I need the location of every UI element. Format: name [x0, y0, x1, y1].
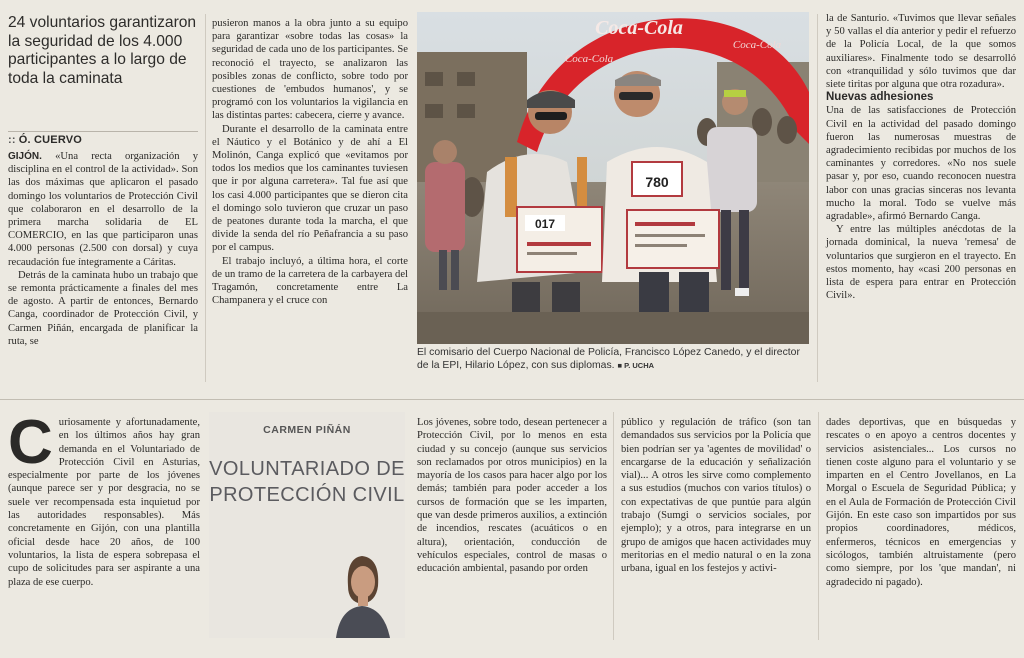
byline-author: Ó. CUERVO — [18, 134, 83, 146]
svg-text:Coca-Cola: Coca-Cola — [732, 39, 782, 51]
bib-number-left: 017 — [534, 217, 556, 231]
photo-illustration — [417, 12, 809, 344]
column-divider — [613, 412, 614, 640]
opinion-column-2: Los jóvenes, sobre todo, desean pertenecer a Protección Civil, por lo menos en esta ciudad y su concejo (aunque sus servicios son reclamados por otros municipios) en la mayoría de los casos para hacer algo por los demás; también para poder acceder a los cursos de formación que se les imparten, que van desde primeros auxilios, a extinción de incendios, rescates (acuáticos o en altura), orientación, conducción de vehículos especiales, control de masas o educación ambiental, pasando por orden — [417, 417, 607, 575]
opinion-title: VOLUNTARIADO DE PROTECCIÓN CIVIL — [209, 458, 405, 506]
byline — [8, 131, 198, 146]
column-divider — [817, 14, 818, 382]
drop-cap: C — [8, 408, 53, 477]
photo-credit: ■ P. UCHA — [617, 361, 655, 370]
article-photo — [417, 12, 809, 344]
article-paragraph: Una de las satisfacciones de Protección Civil en la actividad del pasado domingo fueron las numerosas muestras de agradecimiento recibidas por muchos de los caminantes y corredores. «No nos suele pasar y, por eso, cuando reconocen nuestra labor con unas gracias sinceras nos levanta mucho la moral. Todo se vuelve más agradable», afirmó Bernardo Canga. — [826, 105, 1016, 223]
article-paragraph: pusieron manos a la obra junto a su equipo para garantizar «sobre todas las cosas» la seguridad de cada uno de los participantes. Se reconoció el trayecto, se analizaron las posibles zonas de conflicto, sobre todo por cuestiones de 'embudos humanos', y se programó con los voluntarios la vigilancia en las distintas partes: cabecera, cierre y avance. — [212, 18, 408, 122]
dateline-city: GIJÓN. — [8, 151, 42, 162]
article-paragraph: la de Santurio. «Tuvimos que llevar señales y 50 vallas el día anterior y pedir el refuerzo de la Policía Local, de la que somos auxiliares». Finalmente todo se desarrolló con «tranquilidad y sólo tuvimos que dar siete tiritas por alguna que otra rozadura». — [826, 13, 1016, 91]
opinion-header-box — [209, 412, 405, 638]
section-separator — [0, 399, 1024, 400]
photo-caption: El comisario del Cuerpo Nacional de Policía, Francisco López Canedo, y el director de la EPI, Hilario López, con sus diplomas. ■ P. UCHA — [417, 347, 800, 371]
author-portrait — [322, 546, 402, 638]
opinion-author: CARMEN PIÑÁN — [263, 424, 351, 436]
svg-text:Coca-Cola: Coca-Cola — [564, 53, 614, 65]
bib-number-right: 780 — [645, 174, 669, 190]
article-column-1 — [8, 150, 198, 348]
article-paragraph: GIJÓN. «Una recta organización y disciplina en el control de la actividad». Son las dos máximas que aplicaron el pasado domingo los voluntarios de Protección Civil que colaboraron en el desarrollo de la primera marcha solidaria de EL COMERCIO, en las que participaron unas 4.000 personas (2.500 con dorsal) y cuya recaudación fue íntegramente a Cáritas. — [8, 151, 198, 268]
article-subheading: Nuevas adhesiones — [826, 91, 934, 104]
article-paragraph: Durante el desarrollo de la caminata entre el Náutico y el Botánico y de ahí a El Molinón, Canga explicó que «evitamos por todos los medios que los caminantes tuviesen que ir por alguna carretera». Tal fue así que los casi 4.000 participantes que se dieron cita el domingo solo tuvieron que cruzar un paso de peatones durante toda la marcha, el que divide la senda del río Peñafrancia a su paso por el campus. — [212, 123, 408, 254]
article-column-3 — [826, 12, 1016, 302]
article-column-2 — [212, 17, 408, 307]
article-paragraph: Y entre las múltiples anécdotas de la jornada dominical, la nueva 'remesa' de voluntarios que surgieron en el trayecto. En estos momento, hay «casi 200 personas en lista de espera para entrar en Protección Civil». — [826, 224, 1016, 302]
article-paragraph: El trabajo incluyó, a última hora, el corte de un tramo de la carretera de la carbayera del Tragamón, concretamente entre La Champanera y el cruce con — [212, 255, 408, 307]
opinion-column-3: público y regulación de tráfico (son tan demandados sus servicios por la Policía que bien podrían ser ya 'agentes de movilidad' o encargarse de la educación y señalización vial)... A otros les sirve como complemento a sus estudios (muchos con varios títulos) o con expectativas de que puntúe para algún trabajo (Sumgi o servicios sociales, por ejemplo); y a otros, para integrarse en un grupo de amigos que hacen actividades muy meritorias en el medio natural o en la zona urbana, igual en los festejos y activi- — [621, 417, 811, 575]
column-divider — [205, 14, 206, 382]
article-paragraph: Detrás de la caminata hubo un trabajo que se remonta prácticamente a finales del mes de agosto. A partir de entonces, Bernardo Canga, coordinador de Protección Civil, y Carmen Piñán, encargada de planificar la ruta, se — [8, 269, 198, 347]
column-divider — [818, 412, 819, 640]
article-headline: 24 voluntarios garantizaron la seguridad de los 4.000 participantes a lo largo de toda la caminata — [8, 14, 197, 87]
byline-marker: :: — [8, 134, 16, 146]
arch-brand-text: Coca-Cola — [595, 17, 683, 39]
opinion-column-1: Curiosamente y afortunadamente, en los últimos años hay gran demanda en el Voluntariado de Protección Civil en Asturias, especialmente por parte de los jóvenes (aunque parece ser y por desgracia, no se suele ver recompensada esta inquietud por las autoridades responsables). Más concretamente en Gijón, con una plantilla oficial desde hace 20 años, de 100 voluntarios, la lista de espera sobrepasa el cupo de solicitudes para ser aspirante a una plaza de ese cuerpo. — [8, 408, 200, 588]
opinion-column-4: dades deportivas, que en búsquedas y rescates o en apoyo a centros docentes y servicios asistenciales... Los cursos no tienen coste alguno para el voluntario y se imparten en el Centro Jovellanos, en La Morgal o Escuela de Seguridad Pública; y en el Aula de Formación de Protección Civil Gijón. En este caso son impartidos por sus propios coordinadores, médicos, enfermeros, técnicos en emergencias y sicólogos, también altruistamente (pero como siempre, por los 'que mandan', ni agradecido ni pagado). — [826, 417, 1016, 588]
